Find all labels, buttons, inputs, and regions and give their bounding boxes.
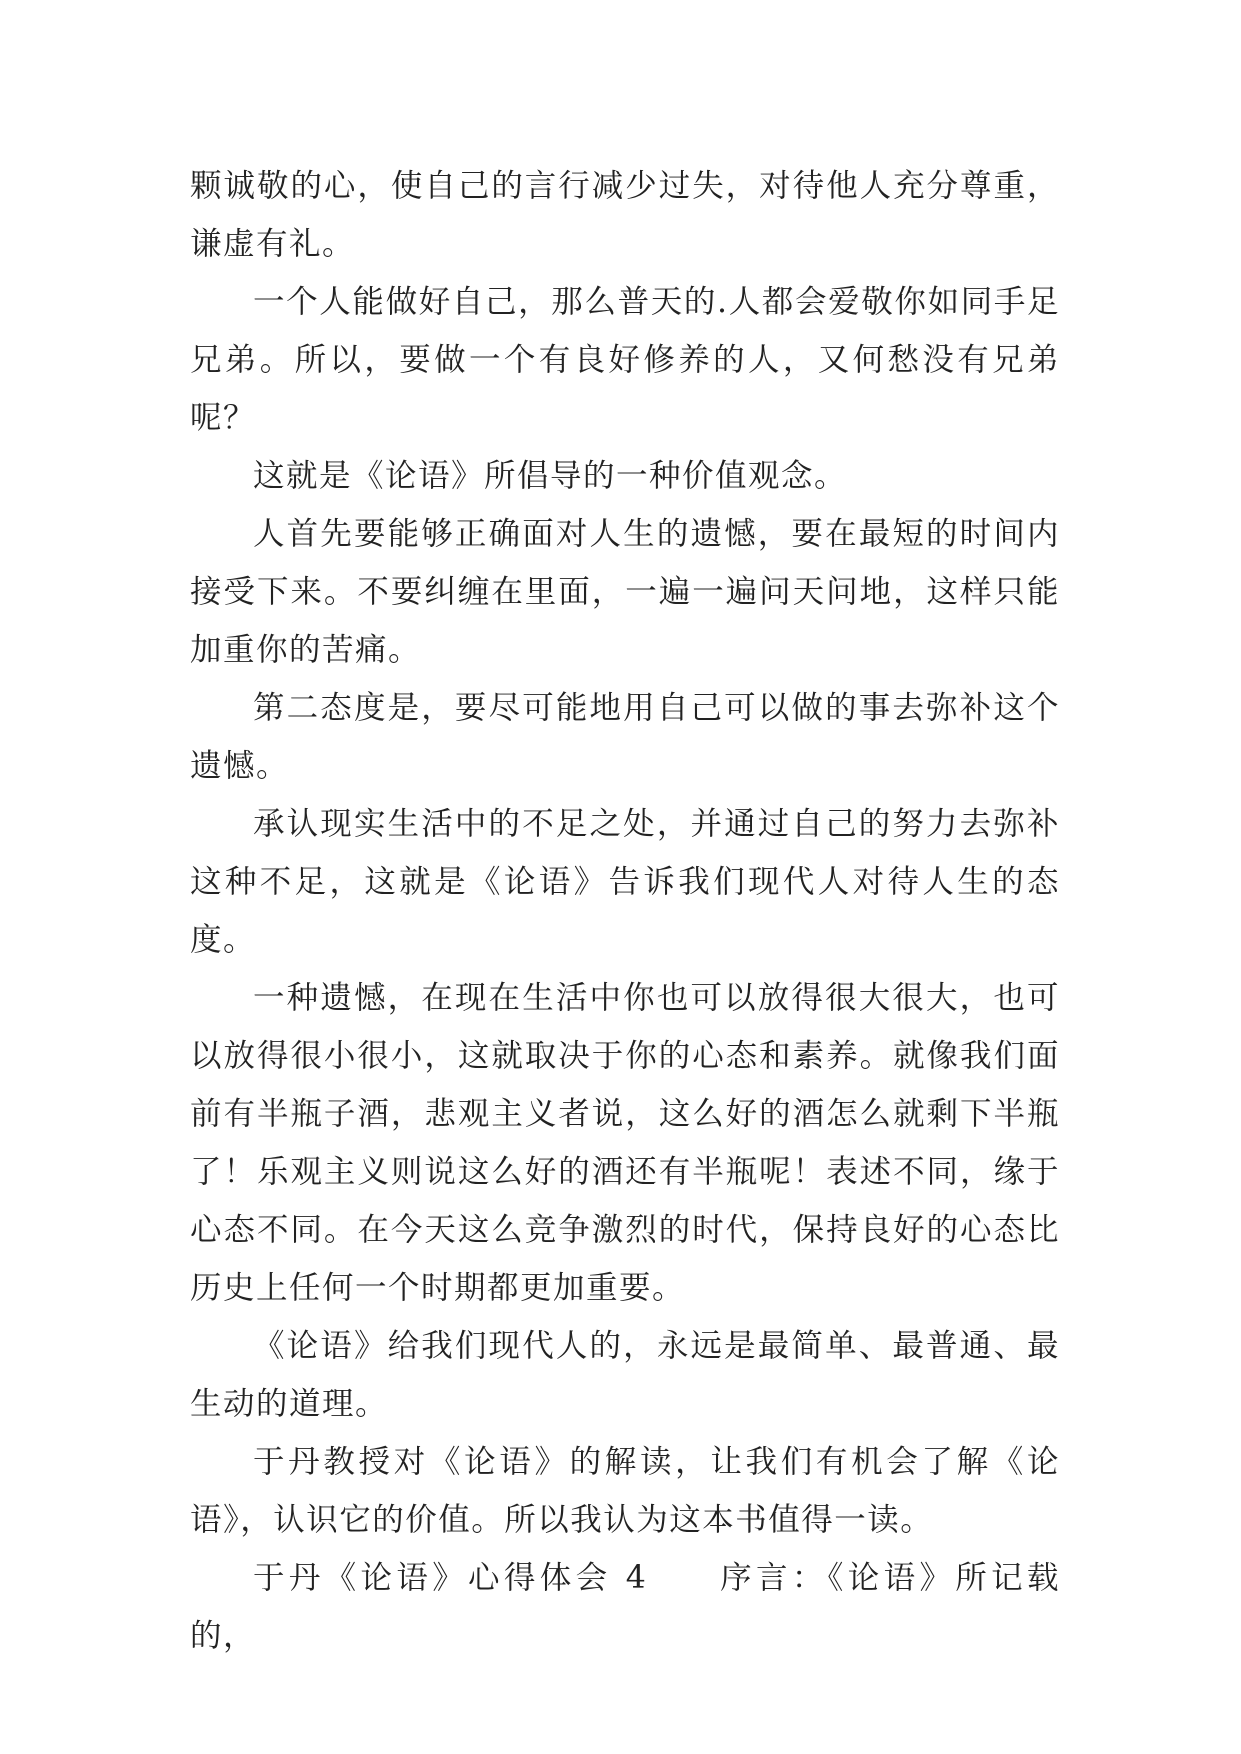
- paragraph-4: 人首先要能够正确面对人生的遗憾，要在最短的时间内接受下来。不要纠缠在里面，一遍一遍问天问地，这样只能加重你的苦痛。: [190, 516, 1060, 668]
- paragraph-1: 颗诚敬的心，使自己的言行减少过失，对待他人充分尊重，谦虚有礼。: [190, 168, 1060, 262]
- section-heading: 于丹《论语》心得体会 4: [253, 1560, 648, 1596]
- body-text: [190, 157, 1060, 1665]
- last-line: [190, 1549, 1060, 1665]
- paragraph-3: 这就是《论语》所倡导的一种价值观念。: [253, 458, 848, 494]
- paragraph-5: 第二态度是，要尽可能地用自己可以做的事去弥补这个遗憾。: [190, 690, 1060, 784]
- paragraph-2: 一个人能做好自己，那么普天的.人都会爱敬你如同手足兄弟。所以，要做一个有良好修养的人，又何愁没有兄弟呢？: [190, 284, 1060, 436]
- paragraph-9: 于丹教授对《论语》的解读，让我们有机会了解《论语》，认识它的价值。所以我认为这本书值得一读。: [190, 1444, 1060, 1538]
- paragraph-6: 承认现实生活中的不足之处，并通过自己的努力去弥补这种不足，这就是《论语》告诉我们现代人对待人生的态度。: [190, 806, 1060, 958]
- paragraph-7: 一种遗憾，在现在生活中你也可以放得很大很大，也可以放得很小很小，这就取决于你的心态和素养。就像我们面前有半瓶子酒，悲观主义者说，这么好的酒怎么就剩下半瓶了！乐观主义则说这么好的酒还有半瓶呢！表述不同，缘于心态不同。在今天这么竞争激烈的时代，保持良好的心态比历史上任何一个时期都更加重要。: [190, 980, 1060, 1306]
- preface-start: 序言：《论语》所记载的，: [190, 1560, 1060, 1654]
- paragraph-8: 《论语》给我们现代人的，永远是最简单、最普通、最生动的道理。: [190, 1328, 1060, 1422]
